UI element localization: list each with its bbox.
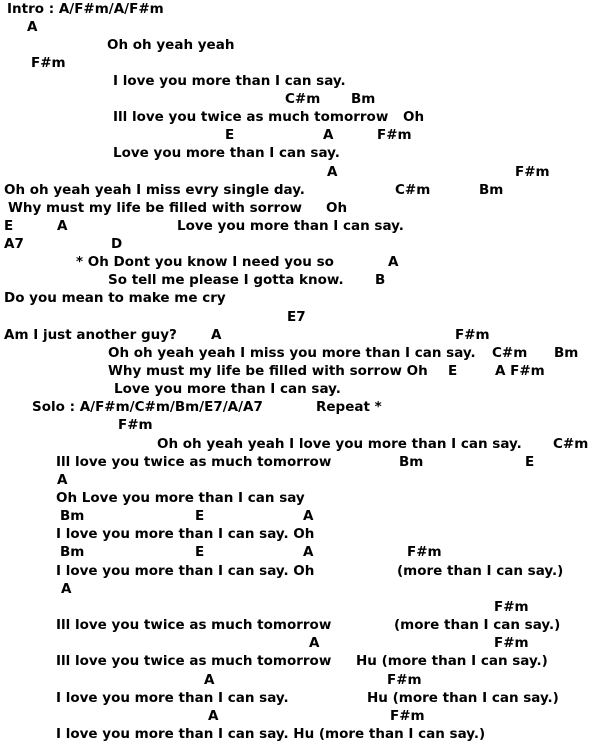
intro-line: Intro : A/F#m/A/F#m	[7, 1, 164, 17]
chord-a: A	[61, 581, 72, 597]
chord-d: D	[111, 236, 123, 252]
chord-fsharp-m: F#m	[515, 164, 550, 180]
lyric-line: I love you more than I can say. Oh	[56, 526, 315, 542]
chord-fsharp-m: F#m	[387, 672, 422, 688]
lyric-line: Why must my life be filled with sorrow Oh	[108, 363, 428, 379]
chord-a: A	[303, 508, 314, 524]
lyric-line: Oh oh yeah yeah I miss you more than I can say.	[108, 345, 476, 361]
chord-bm: Bm	[399, 454, 424, 470]
chord-csharp-m: C#m	[285, 91, 321, 107]
lyric-line: Oh oh yeah yeah I love you more than I can say.	[157, 436, 522, 452]
lyric-line: Ill love you twice as much tomorrow	[113, 109, 389, 125]
chord-bm: Bm	[351, 91, 376, 107]
backing-vocal: Hu (more than I can say.)	[356, 653, 548, 669]
chord-bm: Bm	[60, 544, 85, 560]
lyric-line: Oh oh yeah yeah I miss evry single day.	[4, 182, 305, 198]
lyric-line: Love you more than I can say.	[113, 145, 340, 161]
lyric-line: So tell me please I gotta know.	[108, 272, 344, 288]
chord-fsharp-m: F#m	[407, 544, 442, 560]
lyric-word: Oh	[326, 200, 348, 216]
lyric-line: Love you more than I can say.	[114, 381, 341, 397]
chord-e: E	[225, 127, 235, 143]
chord-a: A	[388, 254, 399, 270]
lyric-line: I love you more than I can say.	[113, 73, 346, 89]
chord-fsharp-m: F#m	[390, 708, 425, 724]
chord-fsharp-m: F#m	[494, 599, 529, 615]
chord-a: A	[208, 708, 219, 724]
chord-csharp-m: C#m	[492, 345, 528, 361]
lyric-line: Do you mean to make me cry	[4, 290, 226, 306]
backing-vocal: (more than I can say.)	[397, 563, 564, 579]
chord-e: E	[4, 218, 14, 234]
lyric-line: * Oh Dont you know I need you so	[76, 254, 334, 270]
chord-bm: Bm	[60, 508, 85, 524]
lyric-line: I love you more than I can say. Oh	[56, 563, 315, 579]
lyric-line: Ill love you twice as much tomorrow	[56, 454, 332, 470]
chord-fsharp-m: F#m	[118, 417, 153, 433]
chord-bm: Bm	[554, 345, 579, 361]
lyric-line: Oh oh yeah yeah	[107, 37, 235, 53]
lyric-line: I love you more than I can say. Hu (more than I can say.)	[56, 726, 486, 742]
lyric-line: Love you more than I can say.	[177, 218, 404, 234]
chord-e: E	[195, 508, 205, 524]
lyric-line: Ill love you twice as much tomorrow	[56, 617, 332, 633]
backing-vocal: (more than I can say.)	[394, 617, 561, 633]
chord-a: A	[309, 635, 320, 651]
chord-a: A	[323, 127, 334, 143]
chord-a: A	[57, 218, 68, 234]
chord-fsharp-m: F#m	[494, 635, 529, 651]
chord-a: A	[27, 19, 38, 35]
chord-a: A	[303, 544, 314, 560]
repeat-marker: Repeat *	[316, 399, 382, 415]
lyric-line: I love you more than I can say.	[56, 690, 289, 706]
chord-fsharp-m: F#m	[377, 127, 412, 143]
backing-vocal: Hu (more than I can say.)	[367, 690, 559, 706]
lyric-line: Am I just another guy?	[4, 327, 177, 343]
chord-csharp-m: C#m	[395, 182, 431, 198]
chord-fsharp-m: F#m	[455, 327, 490, 343]
chord-a: A	[204, 672, 215, 688]
chord-fsharp-m: F#m	[31, 55, 66, 71]
lyric-word: Oh	[403, 109, 425, 125]
chord-e: E	[525, 454, 535, 470]
chord-e: E	[195, 544, 205, 560]
lyric-line: Oh Love you more than I can say	[56, 490, 305, 506]
chord-b: B	[375, 272, 386, 288]
chord-a: A	[211, 327, 222, 343]
chord-e7: E7	[287, 309, 306, 325]
chord-a: A	[327, 164, 338, 180]
lyric-line: Why must my life be filled with sorrow	[8, 200, 302, 216]
chord-a-fsharp-m: A F#m	[495, 363, 545, 379]
solo-line: Solo : A/F#m/C#m/Bm/E7/A/A7	[32, 399, 263, 415]
chord-a: A	[57, 472, 68, 488]
chord-e: E	[448, 363, 458, 379]
chord-csharp-m: C#m	[553, 436, 589, 452]
lyric-line: Ill love you twice as much tomorrow	[56, 653, 332, 669]
chord-bm: Bm	[479, 182, 504, 198]
chord-a7: A7	[4, 236, 24, 252]
